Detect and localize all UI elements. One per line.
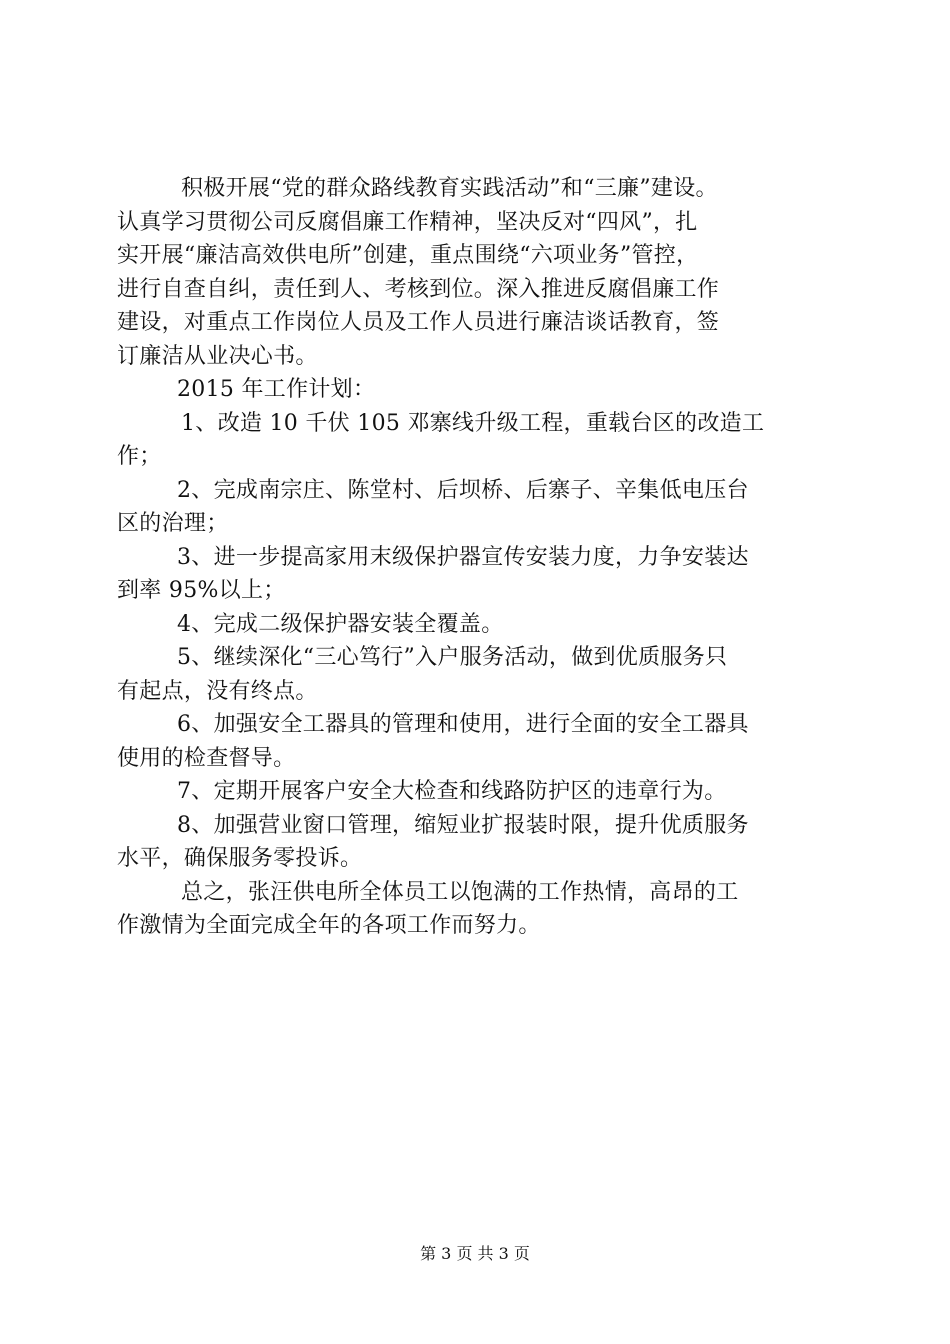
paragraph-line: 建设，对重点工作岗位人员及工作人员进行廉洁谈话教育，签 bbox=[117, 310, 720, 335]
paragraph-line: 积极开展“党的群众路线教育实践活动”和“三廉”建设。 bbox=[181, 176, 718, 201]
paragraph-line: 进行自查自纠，责任到人、考核到位。深入推进反腐倡廉工作 bbox=[117, 276, 720, 302]
section-heading: 2015 年工作计划： bbox=[177, 377, 376, 402]
list-item-line: 使用的检查督导。 bbox=[117, 745, 296, 771]
list-item-line: 7、定期开展客户安全大检查和线路防护区的违章行为。 bbox=[177, 779, 727, 804]
list-item-line: 2、完成南宗庄、陈堂村、后坝桥、后寨子、辛集低电压台 bbox=[177, 477, 749, 503]
list-item-line: 6、加强安全工器具的管理和使用，进行全面的安全工器具 bbox=[177, 712, 749, 737]
list-item-line: 5、继续深化“三心笃行”入户服务活动，做到优质服务只 bbox=[177, 645, 728, 670]
paragraph-line: 作激情为全面完成全年的各项工作而努力。 bbox=[117, 913, 541, 938]
list-item-line: 4、完成二级保护器安装全覆盖。 bbox=[177, 611, 504, 637]
list-item-line: 到率 95%以上； bbox=[117, 578, 286, 603]
document-body bbox=[117, 172, 837, 943]
list-item-line: 3、进一步提高家用末级保护器宣传安装力度，力争安装达 bbox=[177, 544, 749, 570]
page-footer: 第 3 页 共 3 页 bbox=[420, 1244, 530, 1263]
list-item-line: 1、改造 10 千伏 105 邓寨线升级工程，重载台区的改造工 bbox=[181, 410, 765, 436]
list-item-line: 有起点，没有终点。 bbox=[117, 678, 318, 704]
paragraph-line: 实开展“廉洁高效供电所”创建，重点围绕“六项业务”管控， bbox=[117, 243, 699, 268]
paragraph-line: 总之，张汪供电所全体员工以饱满的工作热情，高昂的工 bbox=[181, 879, 739, 905]
list-item-line: 作； bbox=[117, 444, 162, 469]
paragraph-line: 认真学习贯彻公司反腐倡廉工作精神，坚决反对“四风”，扎 bbox=[117, 209, 698, 235]
list-item-line: 区的治理； bbox=[117, 511, 229, 536]
paragraph-line: 订廉洁从业决心书。 bbox=[117, 343, 318, 369]
list-item-line: 8、加强营业窗口管理，缩短业扩报装时限，提升优质服务 bbox=[177, 812, 749, 838]
list-item-line: 水平，确保服务零投诉。 bbox=[117, 846, 363, 871]
